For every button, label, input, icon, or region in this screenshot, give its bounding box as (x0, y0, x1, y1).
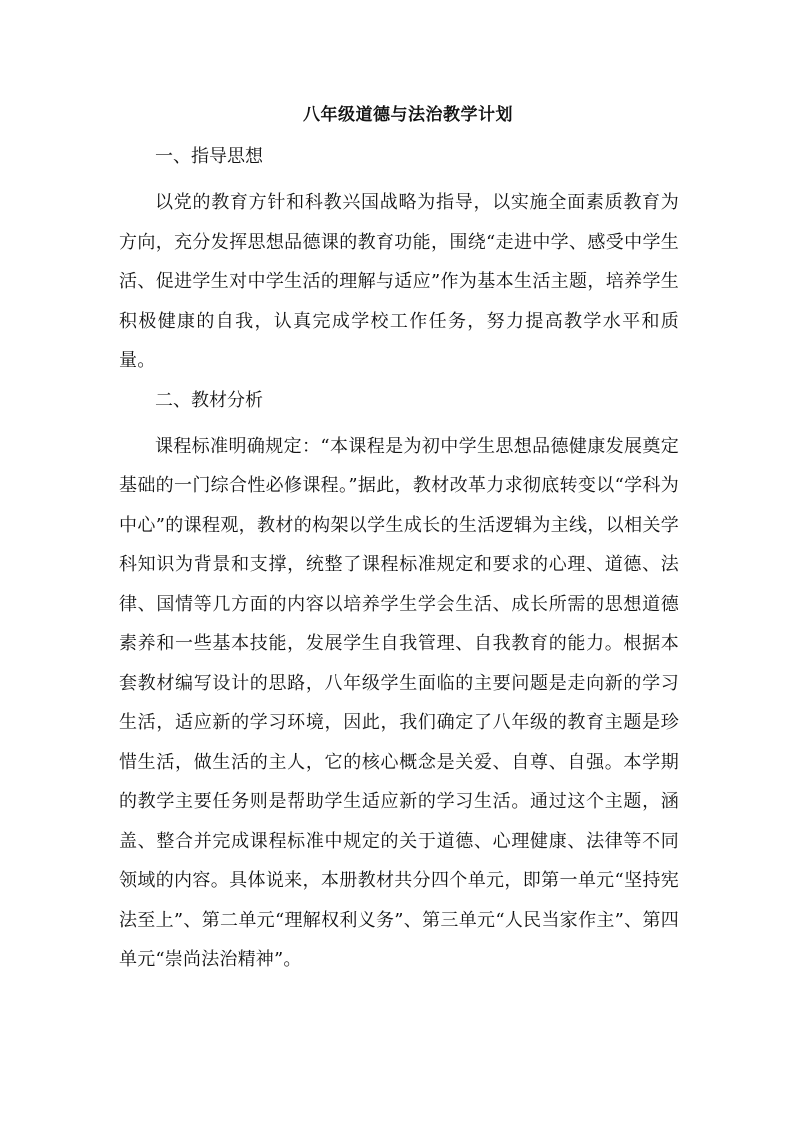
section-heading-textbook-analysis: 二、教材分析 (155, 389, 263, 411)
section-paragraph-textbook-analysis: 课程标准明确规定：“本课程是为初中学生思想品德健康发展奠定基础的一门综合性必修课程。”据此，教材改革力求彻底转变以“学科为中心”的课程观，教材的构架以学生成长的生活逻辑为主线，以相关学科知识为背景和支撑，统整了课程标准规定和要求的心理、道德、法律、国情等几方面的内容以培养学生学会生活、成长所需的思想道德素养和一些基本技能，发展学生自我管理、自我教育的能力。根据本套教材编写设计的思路，八年级学生面临的主要问题是走向新的学习生活，适应新的学习环境，因此，我们确定了八年级的教育主题是珍惜生活，做生活的主人，它的核心概念是关爱、自尊、自强。本学期的教学主要任务则是帮助学生适应新的学习生活。通过这个主题，涵盖、整合并完成课程标准中规定的关于道德、心理健康、法律等不同领域的内容。具体说来，本册教材共分四个单元，即第一单元“坚持宪法至上”、第二单元“理解权利义务”、第三单元“人民当家作主”、第四单元“崇尚法治精神”。 (119, 435, 679, 970)
section-paragraph-guiding-ideology: 以党的教育方针和科教兴国战略为指导，以实施全面素质教育为方向，充分发挥思想品德课的教育功能，围绕“走进中学、感受中学生活、促进学生对中学生活的理解与适应”作为基本生活主题，培养学生积极健康的自我，认真完成学校工作任务，努力提高教学水平和质量。 (119, 192, 679, 371)
document-page (119, 103, 679, 984)
section-heading-guiding-ideology: 一、指导思想 (155, 146, 263, 167)
document-title: 八年级道德与法治教学计划 (303, 105, 513, 125)
